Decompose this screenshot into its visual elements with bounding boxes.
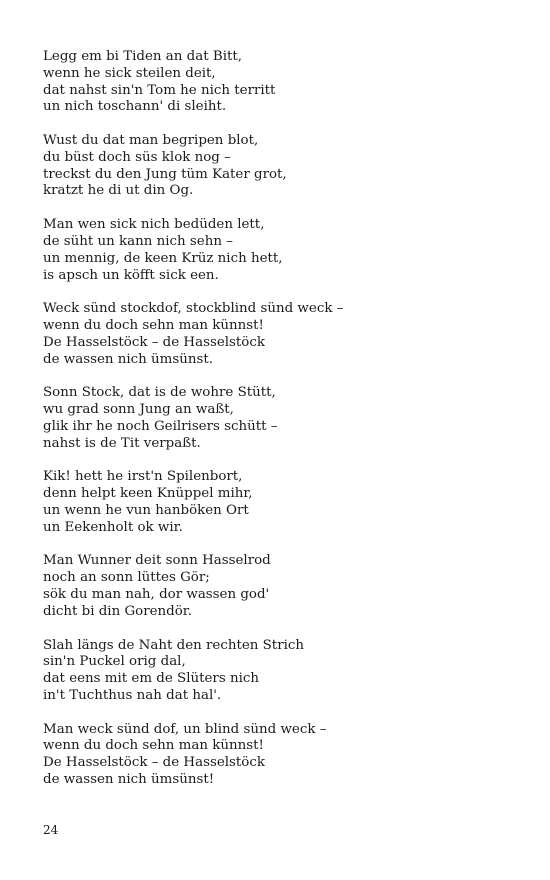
- poem-line: denn helpt keen Knüppel mihr,: [43, 486, 253, 502]
- poem-line: sin'n Puckel orig dal,: [43, 654, 186, 670]
- poem-line: dat eens mit em de Slüters nich: [43, 671, 259, 687]
- stanza-8: [43, 638, 523, 705]
- page-number: 24: [43, 823, 59, 837]
- poem-line: Man Wunner deit sonn Hasselrod: [43, 553, 271, 569]
- poem-line: Slah längs de Naht den rechten Strich: [43, 637, 304, 653]
- poem-line: Man weck sünd dof, un blind sünd weck –: [43, 721, 327, 737]
- stanza-9: [43, 722, 523, 789]
- poem-line: Wust du dat man begripen blot,: [43, 133, 259, 149]
- stanza-2: [43, 133, 523, 200]
- poem-line: un Eekenholt ok wir.: [43, 519, 183, 535]
- poem-line: De Hasselstöck – de Hasselstöck: [43, 334, 265, 350]
- poem-line: kratzt he di ut din Og.: [43, 183, 194, 199]
- stanza-6: [43, 469, 523, 536]
- stanza-3: [43, 217, 523, 284]
- poem-line: wu grad sonn Jung an waßt,: [43, 402, 234, 418]
- poem-line: wenn he sick steilen deit,: [43, 65, 216, 81]
- poem-line: Sonn Stock, dat is de wohre Stütt,: [43, 385, 276, 401]
- poem-line: Weck sünd stockdof, stockblind sünd weck –: [43, 301, 344, 317]
- poem-line: Legg em bi Tiden an dat Bitt,: [43, 49, 242, 64]
- poem-line: Man wen sick nich bedüden lett,: [43, 217, 265, 233]
- poem-line: in't Tuchthus nah dat hal'.: [43, 687, 222, 703]
- poem-line: glik ihr he noch Geilrisers schütt –: [43, 418, 278, 434]
- poem-line: du büst doch süs klok nog –: [43, 149, 231, 165]
- poem-line: dat nahst sin'n Tom he nich territt: [43, 82, 276, 98]
- stanza-5: [43, 385, 523, 452]
- poem-line: is apsch un köfft sick een.: [43, 267, 219, 283]
- poem-line: un wenn he vun hanböken Ort: [43, 502, 249, 518]
- poem-line: sök du man nah, dor wassen god': [43, 587, 270, 603]
- poem-line: wenn du doch sehn man künnst!: [43, 318, 264, 334]
- poem-line: noch an sonn lüttes Gör;: [43, 570, 210, 586]
- poem-line: treckst du den Jung tüm Kater grot,: [43, 166, 287, 182]
- poem-line: de süht un kann nich sehn –: [43, 233, 233, 249]
- poem-line: de wassen nich ümsünst.: [43, 351, 213, 367]
- poem-line: wenn du doch sehn man künnst!: [43, 738, 264, 754]
- poem: [43, 49, 523, 806]
- poem-line: De Hasselstöck – de Hasselstöck: [43, 755, 265, 771]
- poem-line: de wassen nich ümsünst!: [43, 772, 215, 788]
- stanza-7: [43, 553, 523, 620]
- poem-line: Kik! hett he irst'n Spilenbort,: [43, 469, 243, 485]
- poem-line: nahst is de Tit verpaßt.: [43, 435, 201, 451]
- poem-line: un mennig, de keen Krüz nich hett,: [43, 250, 283, 266]
- stanza-1: [43, 49, 523, 116]
- poem-line: dicht bi din Gorendör.: [43, 603, 192, 619]
- poem-line: un nich toschann' di sleiht.: [43, 99, 227, 115]
- stanza-4: [43, 301, 523, 368]
